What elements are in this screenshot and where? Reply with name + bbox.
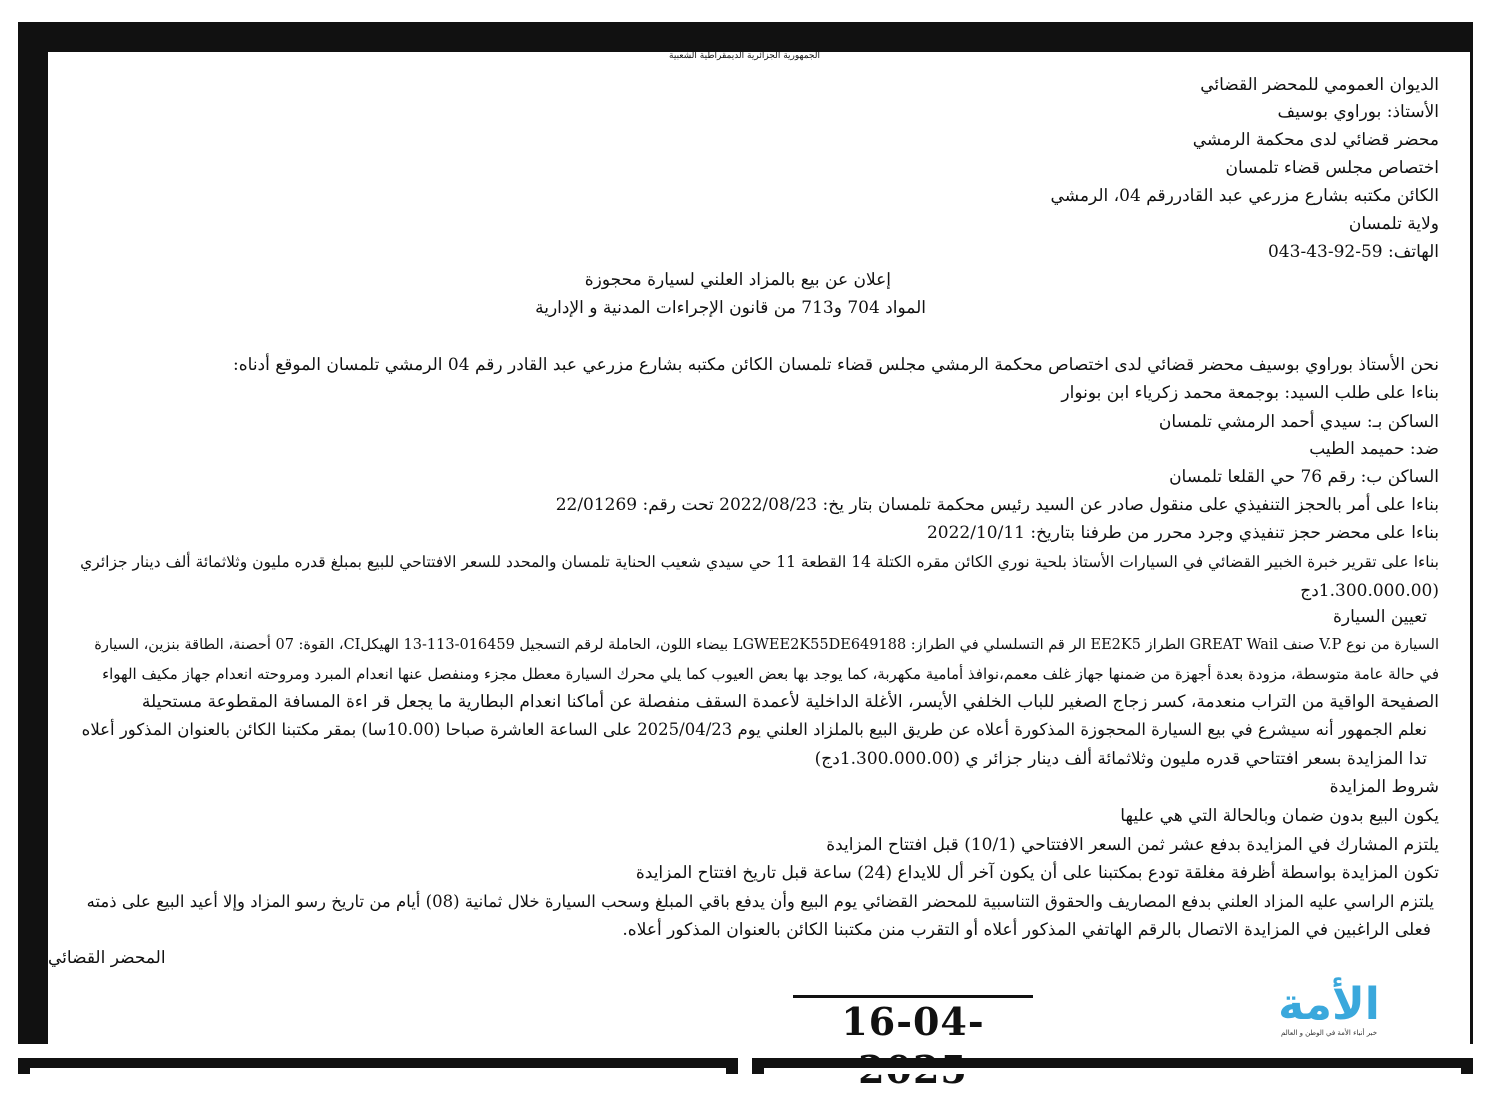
body-line: بناءا على تقرير خبرة الخبير القضائي في السيارات الأستاذ بلحية نوري الكائن مقره الكتلة 14 القطعة 11 حي سيدي شعيب الحناية تلمسان والمحدد للسعر الافتتاحي للبيع بمبلغ قدره مليون وثلاثمائة ألف دينار جزائري (80, 553, 1439, 571)
body-line: تكون المزايدة بواسطة أظرفة مغلقة تودع بمكتبنا على أن يكون آخر أل للايداع (24) ساعة قبل تاريخ افتتاح المزايدة (635, 863, 1439, 883)
logo-tagline: خبر أنباء الأمة في الوطن و العالم (1280, 1029, 1378, 1037)
signature: المحضر القضائي (48, 948, 166, 968)
body-line: يلتزم المشارك في المزايدة بدفع عشر ثمن السعر الافتتاحي (10/1) قبل افتتاح المزايدة (826, 835, 1439, 855)
body-line: بناءا على طلب السيد: بوجمعة محمد زكرياء ابن بونوار (1061, 383, 1439, 403)
province: ولاية تلمسان (1348, 214, 1439, 234)
bailiff-role: محضر قضائي لدى محكمة الرمشي (1192, 130, 1439, 150)
body-line: يلتزم الراسي عليه المزاد العلني بدفع المصاريف والحقوق التناسبية للمحضر القضائي يوم البيع وأن يدفع باقي المبلغ وسحب السيارة خلال ثمانية (08) أيام من تاريخ رسو المزاد وإلا أعيد البيع على ذمته (86, 892, 1434, 911)
notice-title: إعلان عن بيع بالمزاد العلني لسيارة محجوزة (584, 270, 891, 290)
phone-number: الهاتف: 59-92-43-043 (1267, 242, 1439, 262)
jurisdiction: اختصاص مجلس قضاء تلمسان (1225, 158, 1439, 178)
legal-articles: المواد 704 و713 من قانون الإجراءات المدنية و الإدارية (535, 298, 926, 318)
next-page-panel-right (752, 1058, 1473, 1074)
body-line: بناءا على أمر بالحجز التنفيذي على منقول صادر عن السيد رئيس محكمة تلمسان بتار يخ: 2022/08/23 تحت رقم: 22/01269 (555, 495, 1439, 515)
office-name: الديوان العمومي للمحضر القضائي (1200, 75, 1439, 95)
newspaper-logo (1232, 979, 1426, 1040)
bailiff-name: الأستاذ: بوراوي بوسيف (1277, 102, 1439, 122)
body-line: يكون البيع بدون ضمان وبالحالة التي هي عليها (1120, 806, 1439, 826)
body-line: تدا المزايدة بسعر افتتاحي قدره مليون وثلاثمائة ألف دينار جزائر ي (1.300.000.00دج) (814, 749, 1427, 769)
body-line: نحن الأستاذ بوراوي بوسيف محضر قضائي لدى اختصاص محكمة الرمشي مجلس قضاء تلمسان الكائن مكتبه بشارع مزرعي عبد القادر رقم 04 الرمشي تلمسان الموقع أدناه: (233, 355, 1439, 375)
publication-date: 16-04- (793, 995, 1033, 1045)
body-line: السيارة من نوع V.P صنف GREAT Wail الطراز EE2K5 الر قم التسلسلي في الطراز: LGWEE2K55DE649188 بيضاء اللون، الحاملة لرقم التسجيل 016459-113-13 الهيكلCI، القوة: 07 أحصنة، الطاقة بنزين، السيارة (94, 637, 1439, 653)
office-address: الكائن مكتبه بشارع مزرعي عبد القادررقم 04، الرمشي (1050, 186, 1439, 206)
country-heading: الجمهورية الجزائرية الديمقراطية الشعبية (669, 51, 820, 61)
body-line: فعلى الراغبين في المزايدة الاتصال بالرقم الهاتفي المذكور أعلاه أو التقرب منن مكتبنا الكائن بالعنوان المذكور أعلاه. (622, 920, 1431, 940)
body-line: نعلم الجمهور أنه سيشرع في بيع السيارة المحجوزة المذكورة أعلاه عن طريق البيع بالملزاد العلني يوم 2025/04/23 على الساعة العاشرة صباحا (10.00سا) بمقر مكتبنا الكائن بالعنوان المذكور أعلاه (81, 720, 1427, 739)
body-line: (1.300.000.00دج (1300, 581, 1439, 601)
section-heading: شروط المزايدة (1329, 777, 1439, 797)
body-line: ضد: حميمد الطيب (1309, 439, 1439, 459)
body-line: الساكن بـ: سيدي أحمد الرمشي تلمسان (1158, 412, 1439, 432)
body-line: بناءا على محضر حجز تنفيذي وجرد محرر من طرفنا بتاريخ: 2022/10/11 (926, 523, 1439, 543)
section-heading: تعيين السيارة (1332, 607, 1427, 627)
body-line: الساكن ب: رقم 76 حي القلعا تلمسان (1169, 467, 1439, 487)
logo-name: الأمة (1278, 979, 1380, 1030)
body-line: في حالة عامة متوسطة، مزودة بعدة أجهزة من ضمنها جهاز غلف معمم،نوافذ أمامية مكهربة، كما يوجد بها بعض العيوب كما يلي محرك السيارة معطل مجزء ومنفصل عنها انعدام المبرد ومروحته انعدام جهاز مكيف الهواء (102, 665, 1439, 683)
body-line: الصفيحة الواقية من التراب منعدمة، كسر زجاج الصغير للباب الخلفي الأيسر، الأغلة الداخلية لأعمدة السقف منفصلة عن أماكنا انعدام البطارية ما يجعل قر اءة المسافة المقطوعة مستحيلة (141, 692, 1439, 712)
next-page-panel-left (18, 1058, 738, 1074)
